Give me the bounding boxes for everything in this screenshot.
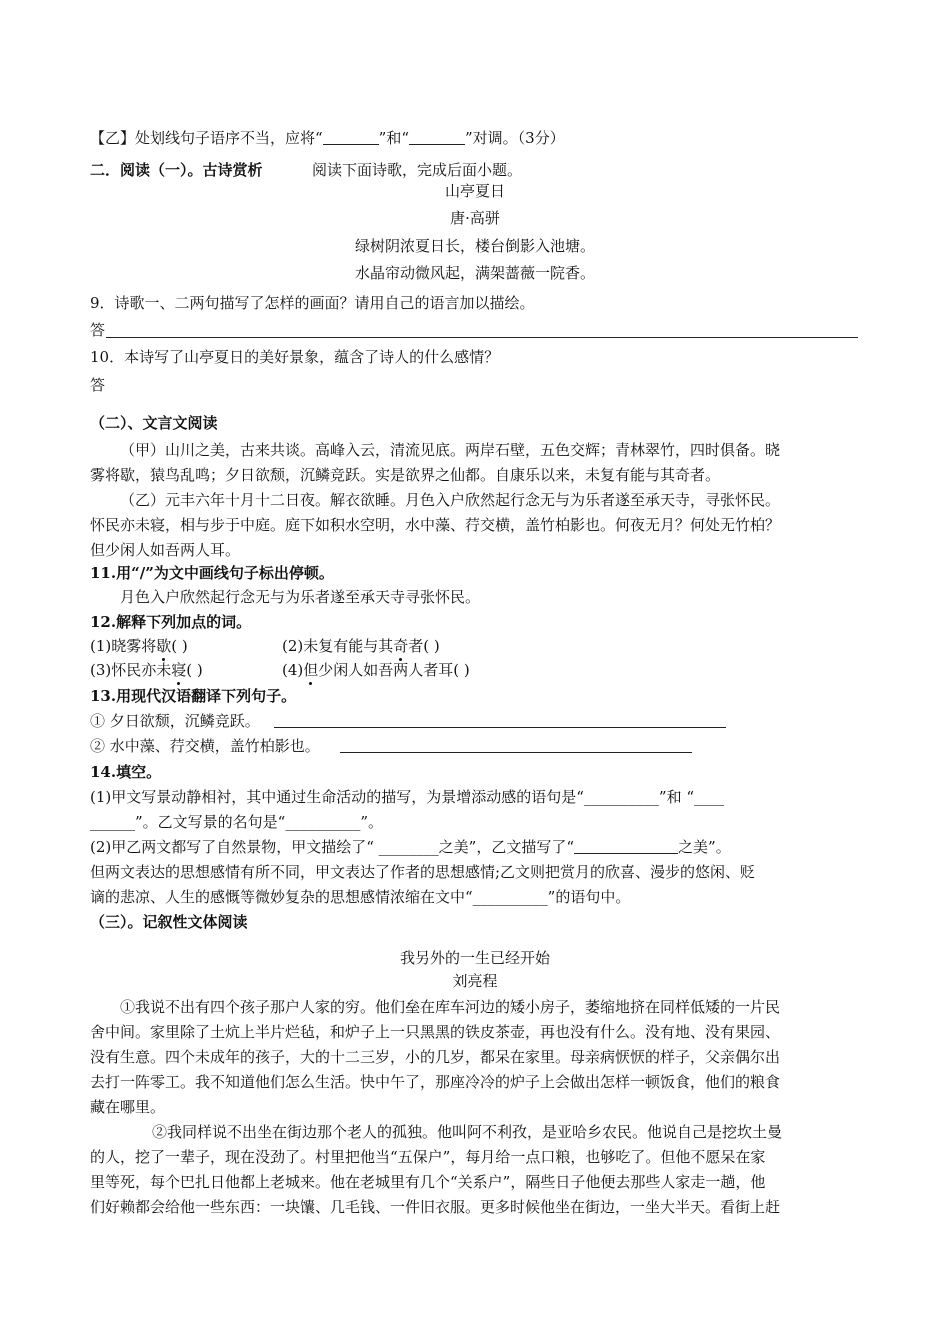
passage-jia: 雾将歇，猿鸟乱鸣；夕日欲颓，沉鳞竞跃。实是欲界之仙都。自康乐以来，未复有能与其奇者。 [90,466,721,484]
question-13: 13.用现代汉语翻译下列句子。 [90,687,297,705]
translation-item: ② 水中藻、荇交横，盖竹柏影也。 [90,737,320,755]
passage-yi: （乙）元丰六年十月十二日夜。解衣欲睡。月色入户欣然起行念无与为乐者遂至承天寺，寻张怀民。 [120,491,781,509]
paragraph-line: 们好赖都会给他一些东西：一块馕、几毛钱、一件旧衣服。更多时候他坐在街边，一坐大半天。看街上赶 [90,1198,781,1216]
answer-blank[interactable] [409,130,465,145]
paragraph-line: 的人，挖了一辈子，现在没劲了。村里把他当“五保户”，每月给一点口粮，也够吃了。但他不愿呆在家 [90,1148,766,1166]
question-12-item: (3)怀民亦未寝( ) [90,661,203,679]
fill-blank-item: (1)甲文写景动静相衬，其中通过生命活动的描写，为景增添动感的语句是“__________”和 “____ [90,788,725,806]
paragraph-line: 藏在哪里。 [90,1098,166,1116]
section-heading: （三）。记叙性文体阅读 [90,913,248,931]
fill-blank-item: 谪的悲凉、人生的感慨等微妙复杂的思想感情浓缩在文中“__________”的语句中。 [90,888,631,906]
question-12: 12.解释下列加点的词。 [90,613,252,631]
question-8-tail: 【乙】处划线句子语序不当，应将“ ”和“ ”对调。（3分） [90,129,565,147]
fill-blank-item: (2)甲乙两文都写了自然景物，甲文描绘了“ ________之美”，乙文描写了“ 之美”。 [90,838,731,856]
poem-line: 绿树阴浓夏日长，楼台倒影入池塘。 [354,237,595,255]
passage-yi: 但少闲人如吾两人耳。 [90,541,241,559]
fill-blank-item: 但两文表达的思想感情有所不同，甲文表达了作者的思想感情;乙文则把赏月的欣喜、漫步的悠闲、贬 [90,863,756,881]
instruction: 阅读下面诗歌，完成后面小题。 [312,161,523,179]
article-author: 刘亮程 [452,972,498,990]
question-10: 10．本诗写了山亭夏日的美好景象，蕴含了诗人的什么感情？ [90,348,500,366]
poem-author: 唐·高骈 [450,209,500,227]
answer-line[interactable] [340,752,692,753]
question-11-sentence: 月色入户欣然起行念无与为乐者遂至承天寺寻张怀民。 [120,588,481,606]
question-12-item: (2)未复有能与其奇者( ) [282,637,440,655]
answer-label: 答 [90,376,106,394]
answer-blank[interactable] [323,130,379,145]
poem-title: 山亭夏日 [444,182,505,200]
question-14: 14.填空。 [90,763,162,781]
paragraph-line: 舍中间。家里除了土炕上半片烂毡，和炉子上一只黑黑的铁皮茶壶，再也没有什么。没有地、没有果园、 [90,1023,781,1041]
section-heading: （二）、文言文阅读 [90,414,218,432]
answer-line[interactable] [106,337,858,338]
answer-blank[interactable] [574,839,678,854]
article-title: 我另外的一生已经开始 [399,949,550,967]
paragraph-line: ①我说不出有四个孩子那户人家的穷。他们垒在库车河边的矮小房子，萎缩地挤在同样低矮的一片民 [120,998,781,1016]
paragraph-line: ②我同样说不出坐在街边那个老人的孤独。他叫阿不利孜，是亚哈乡农民。他说自己是挖坎土曼 [152,1123,783,1141]
passage-yi: 怀民亦未寝，相与步于中庭。庭下如积水空明，水中藻、荇交横，盖竹柏影也。何夜无月？何处无竹柏？ [90,516,781,534]
fill-blank-item: ______”。乙文写景的名句是“__________”。 [90,813,384,831]
translation-item: ① 夕日欲颓，沉鳞竞跃。 [90,712,260,730]
paragraph-line: 去打一阵零工。我不知道他们怎么生活。快中午了，那座冷冷的炉子上会做出怎样一顿饭食，他们的粮食 [90,1073,781,1091]
answer-line[interactable] [274,727,726,728]
paragraph-line: 里等死，每个巴扎日他都上老城来。他在老城里有几个“关系户”，隔些日子他便去那些人家走一趟，他 [90,1173,766,1191]
passage-jia: （甲）山川之美，古来共谈。高峰入云，清流见底。两岸石壁，五色交辉；青林翠竹，四时俱备。晓 [120,441,781,459]
section-heading: 二．阅读（一）。古诗赏析 [90,161,263,179]
question-12-item: (4)但少闲人如吾两人者耳( ) [282,661,470,679]
question-11: 11.用“/”为文中画线句子标出停顿。 [90,564,334,582]
paragraph-line: 没有生意。四个未成年的孩子，大的十二三岁，小的几岁，都呆在家里。母亲病恹恹的样子，父亲偶尔出 [90,1048,781,1066]
question-12-item: (1)晓雾将歇( ) [90,637,188,655]
answer-label: 答 [90,321,106,339]
question-9: 9．诗歌一、二两句描写了怎样的画面？请用自己的语言加以描绘。 [90,294,535,312]
poem-line: 水晶帘动微风起，满架蔷薇一院香。 [354,264,595,282]
